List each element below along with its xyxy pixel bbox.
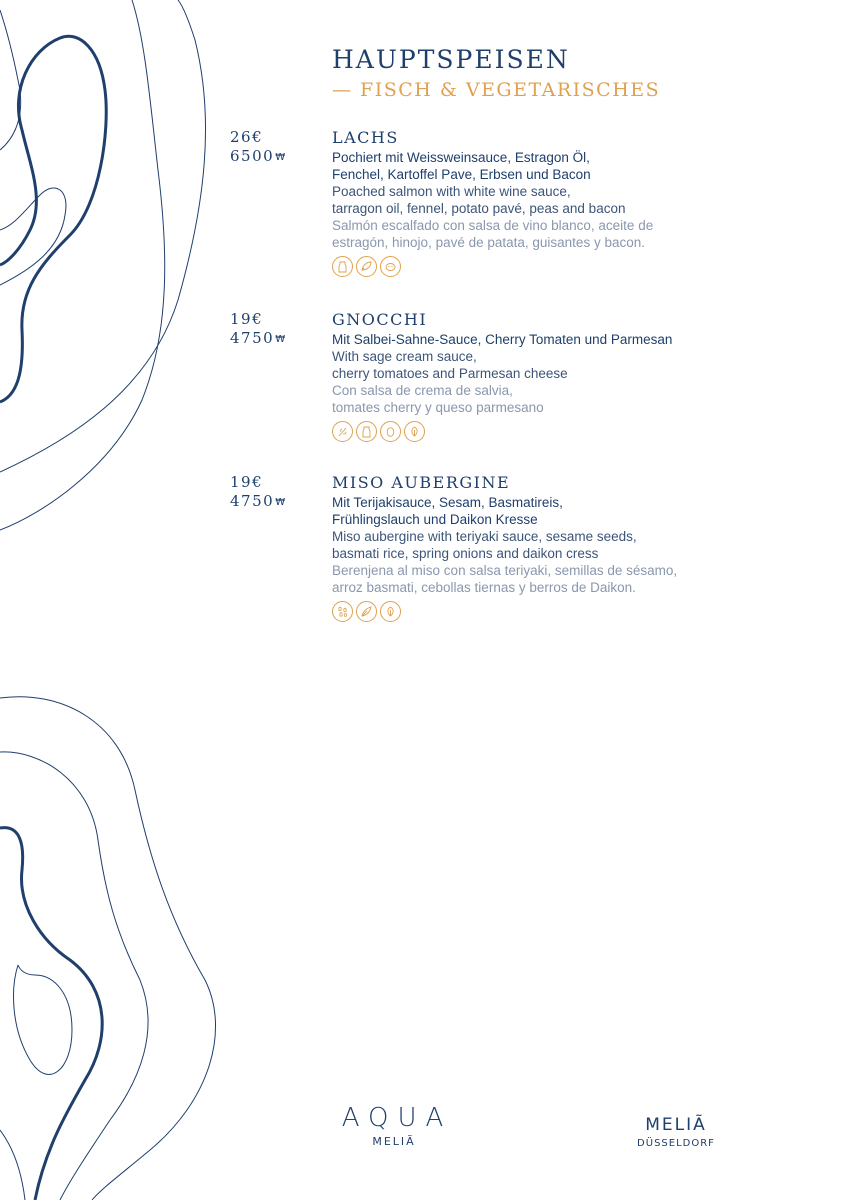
dish-name: MISO AUBERGINE <box>332 473 511 492</box>
description-en: With sage cream sauce, cherry tomatoes and Parmesan cheese <box>332 349 568 381</box>
egg-icon <box>380 421 401 442</box>
won-symbol: ₩ <box>275 152 286 163</box>
vegan-icon <box>356 601 377 622</box>
price-won-row <box>230 329 325 349</box>
won-symbol: ₩ <box>275 497 286 508</box>
allergen-icons <box>332 601 772 622</box>
description-es: Salmón escalfado con salsa de vino blanco, aceite de estragón, hinojo, pavé de patata, guisantes y bacon. <box>332 218 654 250</box>
price-eur: 19€ <box>230 310 264 328</box>
description-es: Berenjena al miso con salsa teriyaki, semillas de sésamo, arroz basmati, cebollas tiernas y berros de Daikon. <box>332 563 678 595</box>
vegetarian-icon <box>404 421 425 442</box>
price-won: 4750 <box>230 492 275 510</box>
melia-logo-word: MELIÃ <box>645 1115 707 1135</box>
item-body <box>332 473 772 622</box>
milk-icon <box>332 256 353 277</box>
aqua-logo-sub: MELIÃ <box>372 1135 416 1148</box>
sesame-icon <box>332 601 353 622</box>
price-won: 6500 <box>230 147 275 165</box>
allergen-icons <box>332 256 772 277</box>
dish-name: GNOCCHI <box>332 310 428 329</box>
pig-icon <box>380 256 401 277</box>
won-symbol: ₩ <box>275 334 286 345</box>
price-won-row <box>230 492 325 512</box>
description-de: Mit Salbei-Sahne-Sauce, Cherry Tomaten und Parmesan <box>332 332 673 347</box>
page-title: HAUPTSPEISEN <box>332 45 570 74</box>
menu-heading <box>332 44 660 104</box>
price-eur: 26€ <box>230 128 264 146</box>
allergen-icons <box>332 421 772 442</box>
fish-icon <box>356 256 377 277</box>
aqua-logo-word: AQUA <box>341 1103 453 1133</box>
vegetarian-icon <box>380 601 401 622</box>
price-block <box>230 128 325 167</box>
price-block <box>230 473 325 512</box>
description-en: Miso aubergine with teriyaki sauce, sesame seeds, basmati rice, spring onions and daikon cress <box>332 529 637 561</box>
aqua-melia-logo <box>332 1103 456 1149</box>
description-de: Pochiert mit Weissweinsauce, Estragon Öl, Fenchel, Kartoffel Pave, Erbsen und Bacon <box>332 150 591 182</box>
description-de: Mit Terijakisauce, Sesam, Basmatireis, Frühlingslauch und Daikon Kresse <box>332 495 563 527</box>
price-won: 4750 <box>230 329 275 347</box>
item-body <box>332 128 772 277</box>
item-body <box>332 310 772 442</box>
description-en: Poached salmon with white wine sauce, tarragon oil, fennel, potato pavé, peas and bacon <box>332 184 626 216</box>
price-block <box>230 310 325 349</box>
gluten-icon <box>332 421 353 442</box>
dish-name: LACHS <box>332 128 399 147</box>
price-eur: 19€ <box>230 473 264 491</box>
milk-icon <box>356 421 377 442</box>
melia-dusseldorf-logo <box>630 1115 722 1151</box>
description-es: Con salsa de crema de salvia, tomates cherry y queso parmesano <box>332 383 544 415</box>
melia-logo-sub: DÜSSELDORF <box>637 1138 715 1149</box>
price-won-row <box>230 147 325 167</box>
page-subtitle: — FISCH & VEGETARISCHES <box>332 79 661 101</box>
